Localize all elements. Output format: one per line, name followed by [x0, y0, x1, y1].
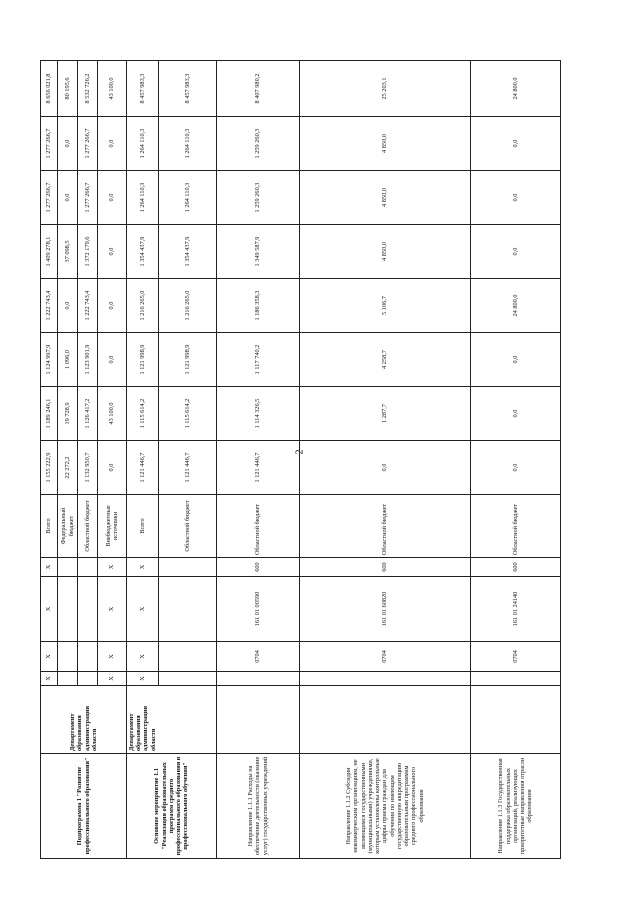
vr-cell: 600 [471, 558, 561, 577]
value-cell: 1 114 326,5 [217, 387, 300, 441]
csr-cell: 161 01 00590 [217, 577, 300, 642]
value-cell: 43 100,0 [98, 387, 127, 441]
value-cell: 1 277 266,7 [78, 117, 98, 171]
page-number: 2 [294, 449, 306, 455]
value-cell: 1 189 246,1 [41, 387, 58, 441]
value-cell: 4 258,7 [300, 333, 471, 387]
value-cell: 0,0 [471, 441, 561, 495]
vr-cell: X [127, 558, 159, 577]
rzpr-cell: X [41, 642, 58, 672]
value-cell: 1 287,7 [300, 387, 471, 441]
csr-cell: X [98, 577, 127, 642]
value-cell: 4 850,0 [300, 225, 471, 279]
rzpr-cell: 0704 [217, 642, 300, 672]
value-cell: 1 121 998,9 [127, 333, 159, 387]
total-cell: 25 203,1 [300, 61, 471, 117]
value-cell: 1 115 614,2 [127, 387, 159, 441]
vr-cell: X [98, 558, 127, 577]
value-cell: 0,0 [58, 117, 78, 171]
value-cell: 1 277 266,7 [41, 171, 58, 225]
value-cell: 1 121 446,7 [217, 441, 300, 495]
csr-cell: X [127, 577, 159, 642]
csr-cell: 161 01 60820 [300, 577, 471, 642]
value-cell: 1 264 110,3 [159, 117, 217, 171]
value-cell: 1 264 110,3 [159, 171, 217, 225]
row-name: Подпрограмма 1 "Развитие профессионального образования" [41, 754, 127, 859]
value-cell: 1 132 950,7 [78, 441, 98, 495]
value-cell: 1 124 997,9 [41, 333, 58, 387]
value-cell: 1 155 222,9 [41, 441, 58, 495]
total-cell: 8 457 983,3 [127, 61, 159, 117]
csr-cell: X [41, 577, 58, 642]
value-cell: 1 372 179,6 [78, 225, 98, 279]
value-cell: 22 272,2 [58, 441, 78, 495]
value-cell: 1 277 266,7 [78, 171, 98, 225]
value-cell: 1 123 901,9 [78, 333, 98, 387]
value-cell: 4 850,0 [300, 171, 471, 225]
value-cell: 1 264 110,3 [127, 117, 159, 171]
value-cell: 1 121 446,7 [159, 441, 217, 495]
value-cell: 1 349 587,9 [217, 225, 300, 279]
value-cell: 1 121 446,7 [127, 441, 159, 495]
budget-table-sheet [40, 62, 560, 859]
table-row [127, 61, 159, 859]
vr-cell: X [41, 558, 58, 577]
source-cell: Всего [41, 495, 58, 558]
executor-cell [217, 686, 300, 754]
value-cell: 1 259 260,3 [217, 117, 300, 171]
rzpr-cell: 0704 [300, 642, 471, 672]
value-cell: 1 126 417,2 [78, 387, 98, 441]
value-cell: 4 850,0 [300, 117, 471, 171]
source-cell: Внебюджетные источники [98, 495, 127, 558]
source-cell: Областной бюджет [217, 495, 300, 558]
rzpr-cell: 0704 [471, 642, 561, 672]
value-cell: 1 222 743,4 [41, 279, 58, 333]
value-cell: 0,0 [471, 333, 561, 387]
value-cell: 1 117 740,2 [217, 333, 300, 387]
executor-cell: Департамент образования администрации области [127, 686, 217, 754]
value-cell: 19 728,9 [58, 387, 78, 441]
source-cell: Областной бюджет [300, 495, 471, 558]
value-cell: 1 096,0 [58, 333, 78, 387]
value-cell: 24 800,0 [471, 279, 561, 333]
total-cell: 8 532 726,2 [78, 61, 98, 117]
grbs-cell [300, 672, 471, 686]
source-cell: Всего [127, 495, 159, 558]
grbs-cell: X [127, 672, 159, 686]
value-cell: 1 216 265,0 [159, 279, 217, 333]
row-name: Направление 1.1.3 Государственная поддержка образовательных организаций, реализующих приоритетные направления отрасли образования [471, 754, 561, 859]
table-row [217, 61, 300, 859]
value-cell: 1 409 278,1 [41, 225, 58, 279]
budget-table [40, 60, 561, 859]
table-row [471, 61, 561, 859]
value-cell: 1 186 358,3 [217, 279, 300, 333]
value-cell: 0,0 [471, 387, 561, 441]
rotated-page [40, 62, 560, 859]
value-cell: 5 106,7 [300, 279, 471, 333]
executor-cell [471, 686, 561, 754]
value-cell: 37 098,5 [58, 225, 78, 279]
value-cell: 0,0 [98, 279, 127, 333]
value-cell: 1 264 110,3 [127, 171, 159, 225]
total-cell: 8 457 983,3 [159, 61, 217, 117]
value-cell: 0,0 [471, 117, 561, 171]
value-cell: 0,0 [98, 441, 127, 495]
value-cell: 0,0 [98, 171, 127, 225]
grbs-cell [217, 672, 300, 686]
source-cell: Федеральный бюджет [58, 495, 78, 558]
rzpr-cell: X [127, 642, 159, 672]
source-cell: Областной бюджет [78, 495, 98, 558]
source-cell: Областной бюджет [471, 495, 561, 558]
csr-cell: 161 01 24140 [471, 577, 561, 642]
value-cell: 1 121 998,9 [159, 333, 217, 387]
total-cell: 8 407 980,2 [217, 61, 300, 117]
row-name: Направление 1.1.1 Расходы на обеспечение деятельности (оказание услуг) государственных учреждений [217, 754, 300, 859]
value-cell: 1 277 266,7 [41, 117, 58, 171]
total-cell: 80 195,6 [58, 61, 78, 117]
vr-cell: 600 [300, 558, 471, 577]
value-cell: 0,0 [98, 117, 127, 171]
value-cell: 1 216 265,0 [127, 279, 159, 333]
vr-cell: 600 [217, 558, 300, 577]
value-cell: 1 115 614,2 [159, 387, 217, 441]
value-cell: 0,0 [98, 333, 127, 387]
value-cell: 1 354 437,9 [159, 225, 217, 279]
value-cell: 1 354 437,9 [127, 225, 159, 279]
table-row [300, 61, 471, 859]
value-cell: 0,0 [300, 441, 471, 495]
table-row [41, 61, 58, 859]
value-cell: 0,0 [58, 279, 78, 333]
total-cell: 8 656 021,8 [41, 61, 58, 117]
total-cell: 24 800,0 [471, 61, 561, 117]
value-cell: 0,0 [58, 171, 78, 225]
executor-cell: Департамент образования администрации области [41, 686, 127, 754]
executor-cell [300, 686, 471, 754]
grbs-cell [471, 672, 561, 686]
value-cell: 0,0 [471, 171, 561, 225]
rzpr-cell: X [98, 642, 127, 672]
row-name: Основное мероприятие 1.1 "Реализация образовательных программ среднего профессионального образования и профессионального обучения" [127, 754, 217, 859]
total-cell: 43 100,0 [98, 61, 127, 117]
value-cell: 0,0 [98, 225, 127, 279]
grbs-cell: X [98, 672, 127, 686]
row-name: Направление 1.1.2 Субсидии некоммерческим организациям, не являющимся государственными (муниципальными) учреждениями, которым установлены контрольные цифры приема граждан для обучения по имеющим государственную аккредитацию образовательным программам среднего профессионального образования [300, 754, 471, 859]
source-cell: Областной бюджет [159, 495, 217, 558]
grbs-cell: X [41, 672, 58, 686]
value-cell: 1 222 743,4 [78, 279, 98, 333]
value-cell: 0,0 [471, 225, 561, 279]
value-cell: 1 259 260,3 [217, 171, 300, 225]
